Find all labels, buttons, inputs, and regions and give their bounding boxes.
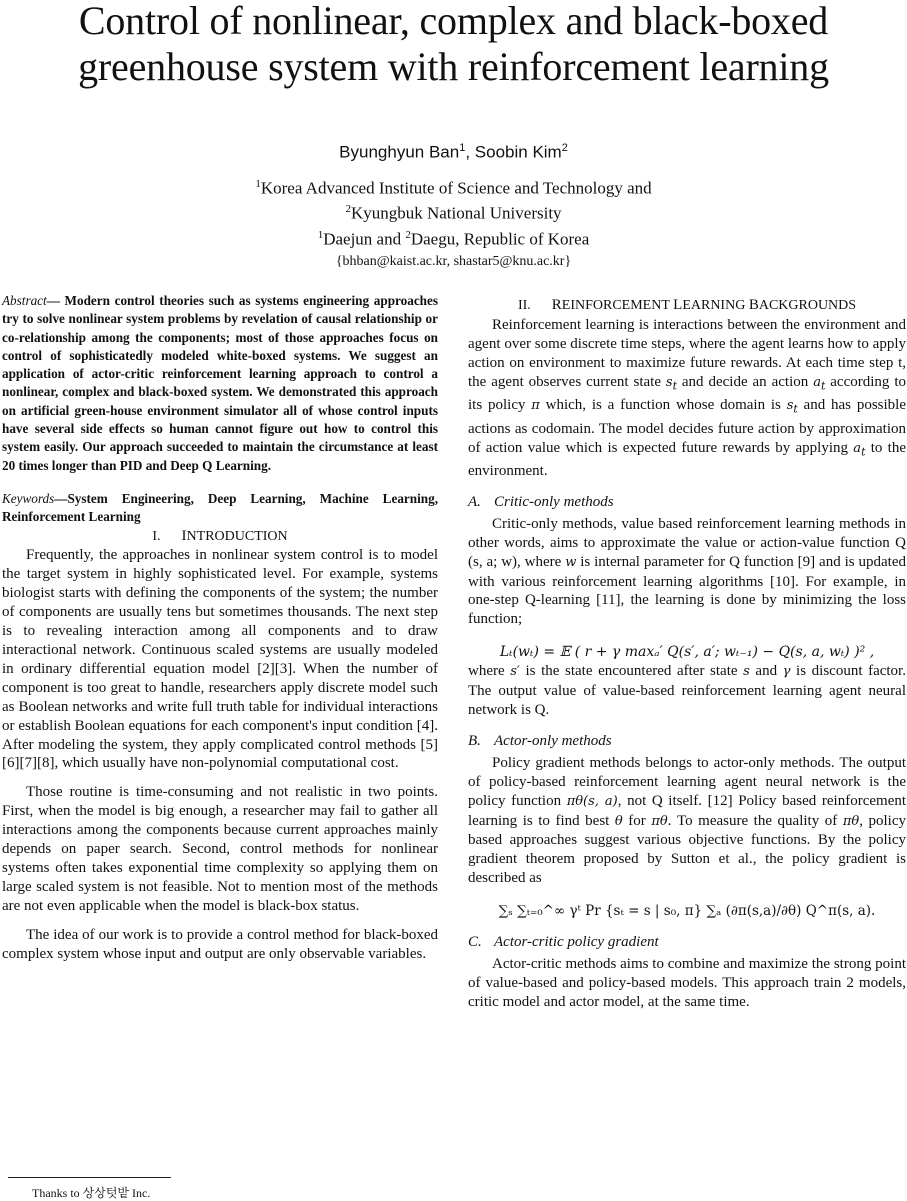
author-1-sup: 1 [459, 142, 466, 154]
math-theta: θ [614, 813, 623, 829]
section-2-number: II. [517, 298, 531, 313]
actor-only-paragraph [468, 754, 906, 888]
aff2-text: Kyungbuk National University [350, 203, 562, 223]
text-run: Policy gradient methods belongs to actor-only methods. The output of policy-based reinforcement learning agent neural network is the policy function [468, 754, 906, 809]
equation-loss-function: Lₜ(wₜ) = 𝔼 ( r + γ maxₐ′ Q(s′, a′; wₜ₋₁) − Q(s, a, wₜ) )² , [499, 644, 875, 661]
math-a-var: a [853, 440, 862, 456]
text-run: and has possible actions as codomain. The model decides future action by approximation of action value which is expected future rewards by applying [468, 397, 907, 456]
text-run: and decide an action [676, 373, 814, 390]
section-2-cap-2: L [673, 297, 683, 313]
section-1-title: NTRODUCTION [186, 528, 288, 544]
text-run: which, is a function whose domain is [539, 397, 787, 414]
math-pi-theta: πθ [842, 813, 860, 829]
math-sub-t: t [793, 402, 798, 416]
text-run: where [468, 663, 511, 680]
aff3-sup2: 2 [405, 229, 411, 241]
author-1: Byunghyun Ban [339, 142, 460, 162]
math-s [786, 398, 798, 416]
text-run: , not Q itself. [12] Policy based reinforcement learning is to find best [468, 792, 907, 829]
subsection-c-heading [468, 933, 906, 952]
text-run: , policy based approaches suggest various objective functions. By the policy gradient theorem proposed by Sutton et al., the policy gradient is described as [468, 812, 906, 887]
math-s [665, 374, 677, 393]
math-pi: π [531, 398, 540, 414]
text-run: Critic-only methods, value based reinforcement learning methods in other words, aims to approximate the value or action-value function Q (s, a; w), where [468, 515, 906, 570]
subsection-b-title: Actor-only methods [494, 732, 612, 749]
aff3-text-b: Daegu, Republic of Korea [410, 229, 590, 249]
section-2-cap-3: B [748, 297, 759, 313]
text-run: Reinforcement learning is interactions between the environment and agent over some discrete time steps, where the agent learns how to apply action on environment to maximize future rewards. At each time step t, the agent observes current state [468, 316, 906, 390]
intro-paragraph-3: The idea of our work is to provide a control method for black-boxed complex system whose input and output are only observable variables. [2, 926, 438, 962]
section-1-cap: I [181, 527, 187, 544]
subsection-b-letter: B. [468, 732, 481, 749]
text-run: to the environment. [468, 439, 906, 480]
affiliation-line-1 [0, 178, 907, 199]
affiliation-line-2 [0, 203, 907, 224]
author-sep: , [465, 142, 475, 162]
math-sub-t: t [820, 379, 826, 393]
subsection-c-title: Actor-critic policy gradient [494, 934, 659, 951]
section-2-title-3: ACKGROUNDS [758, 298, 857, 313]
aff1-text: Korea Advanced Institute of Science and Technology and [260, 178, 652, 198]
abstract [2, 292, 438, 475]
title-line-2: greenhouse system with reinforcement learning [78, 44, 829, 89]
aff2-sup: 2 [345, 203, 351, 215]
math-a [853, 440, 866, 459]
intro-paragraph-1: Frequently, the approaches in nonlinear system control is to model the target system in highly sophisticated level. For example, systems biologist starts with defining the components of the system; the number of components are usually tens but sometimes thousands. The next step is to revealing interaction among all components and to draw interactional network. Continuous scaled systems are usually modeled in ordinary differential equation model [2][3]. When the number of component is too great to handle, researchers apply discrete model such as Boolean networks and write full truth table for individual interactions or establish Boolean equations for each component's input condition [4]. After modeling the system, they apply complicated control methods [5][6][7][8], which usually have non-polynomial computational cost. [2, 547, 438, 772]
section-1-heading [2, 527, 438, 547]
keywords-label: Keywords [2, 490, 55, 506]
authors [0, 142, 907, 163]
math-s-prime: s′ [510, 664, 520, 680]
author-2: Soobin Kim [474, 142, 562, 162]
subsection-a-heading [468, 493, 906, 512]
abstract-label: Abstract [2, 293, 47, 308]
keywords-text: —System Engineering, Deep Learning, Machine Learning, Reinforcement Learning [2, 490, 438, 525]
footnote-divider [8, 1177, 171, 1178]
affiliation-line-3 [0, 229, 907, 250]
math-s-var: s [786, 398, 794, 414]
math-s-var: s [665, 374, 673, 390]
text-run: and [749, 663, 783, 680]
text-run: according to its policy [468, 373, 906, 414]
math-pi-theta: πθ [651, 813, 668, 829]
math-a-var: a [813, 374, 821, 390]
math-policy: πθ(s, a) [566, 793, 618, 809]
aff3-sup1: 1 [317, 229, 324, 241]
section-2-title-1: EINFORCEMENT [561, 298, 674, 313]
right-column [468, 294, 906, 1012]
left-column [2, 292, 438, 964]
keywords [2, 490, 438, 527]
footnote: Thanks to 상상텃밭 Inc. [32, 1186, 151, 1200]
aff1-sup: 1 [255, 178, 261, 190]
text-run: . To measure the quality of [667, 812, 843, 829]
intro-paragraph-2: Those routine is time-consuming and not realistic in two points. First, when the model is big enough, a researcher may fail to gather all interactions among the components because current approaches mainly depends on paper search. Second, control methods for nonlinear systems often takes exponential time complexity so applying them on large scaled system is not feasible. Not to mention most of the methods are not even applicable when the model is black-box status. [2, 784, 438, 914]
author-2-sup: 2 [561, 142, 568, 154]
subsection-b-heading [468, 732, 906, 751]
author-emails: {bhban@kaist.ac.kr, shastar5@knu.ac.kr} [335, 254, 572, 269]
rl-background-paragraph [468, 316, 906, 481]
subsection-a-letter: A. [468, 493, 481, 510]
math-a [813, 374, 826, 393]
subsection-c-letter: C. [468, 934, 482, 951]
title-line-1: Control of nonlinear, complex and black-boxed [78, 0, 829, 43]
subsection-a-title: Critic-only methods [494, 493, 614, 510]
section-1-number: I. [152, 528, 161, 544]
math-sub-t: t [672, 379, 677, 393]
text-run: is internal parameter for Q function [9] and is updated with various reinforcement learning algorithms [10]. For example, in one-step Q-learning [11], the learning is done by minimizing the loss function; [468, 553, 906, 628]
section-2-cap-1: R [551, 297, 562, 313]
aff3-text-a: Daejun and [323, 229, 406, 249]
text-run: is the state encountered after state [519, 663, 744, 680]
actor-critic-paragraph: Actor-critic methods aims to combine and maximize the strong point of value-based and policy-based models. This approach train 2 models, critic model and actor model, at the same time. [468, 955, 906, 1010]
critic-only-paragraph [468, 515, 906, 629]
paper-title [0, 0, 907, 90]
text-run: is discount factor. The output value of value-based reinforcement learning agent neural network is Q. [468, 663, 906, 718]
math-gamma: γ [782, 664, 791, 680]
abstract-text: — Modern control theories such as systems engineering approaches try to solve nonlinear system problems by revelation of causal relationship or co-relationship among the components; most of those approaches focus on control of sophisticatedly modeled white-boxed systems. We suggest an application of actor-critic reinforcement learning approach to control a nonlinear, complex and black-boxed system. We demonstrated this approach on artificial green-house environment simulator all of whose control inputs have several side effects so human cannot figure out how to control this system easily. Our approach succeeded to maintain the circumstance at least 20 times longer than PID and Deep Q Learning. [2, 293, 438, 473]
equation-policy-gradient: ∑ₛ ∑ₜ₌₀^∞ γᵗ Pr {sₜ = s | s₀, π} ∑ₐ (∂π(s,a)/∂θ) Q^π(s, a). [498, 903, 876, 920]
section-2-title-2: EARNING [682, 298, 749, 313]
math-s: s [743, 664, 750, 680]
section-2-heading [468, 296, 906, 316]
math-w: w [565, 554, 577, 570]
math-sub-t: t [861, 445, 866, 459]
critic-only-paragraph-2 [468, 662, 906, 720]
text-run: for [622, 812, 652, 829]
